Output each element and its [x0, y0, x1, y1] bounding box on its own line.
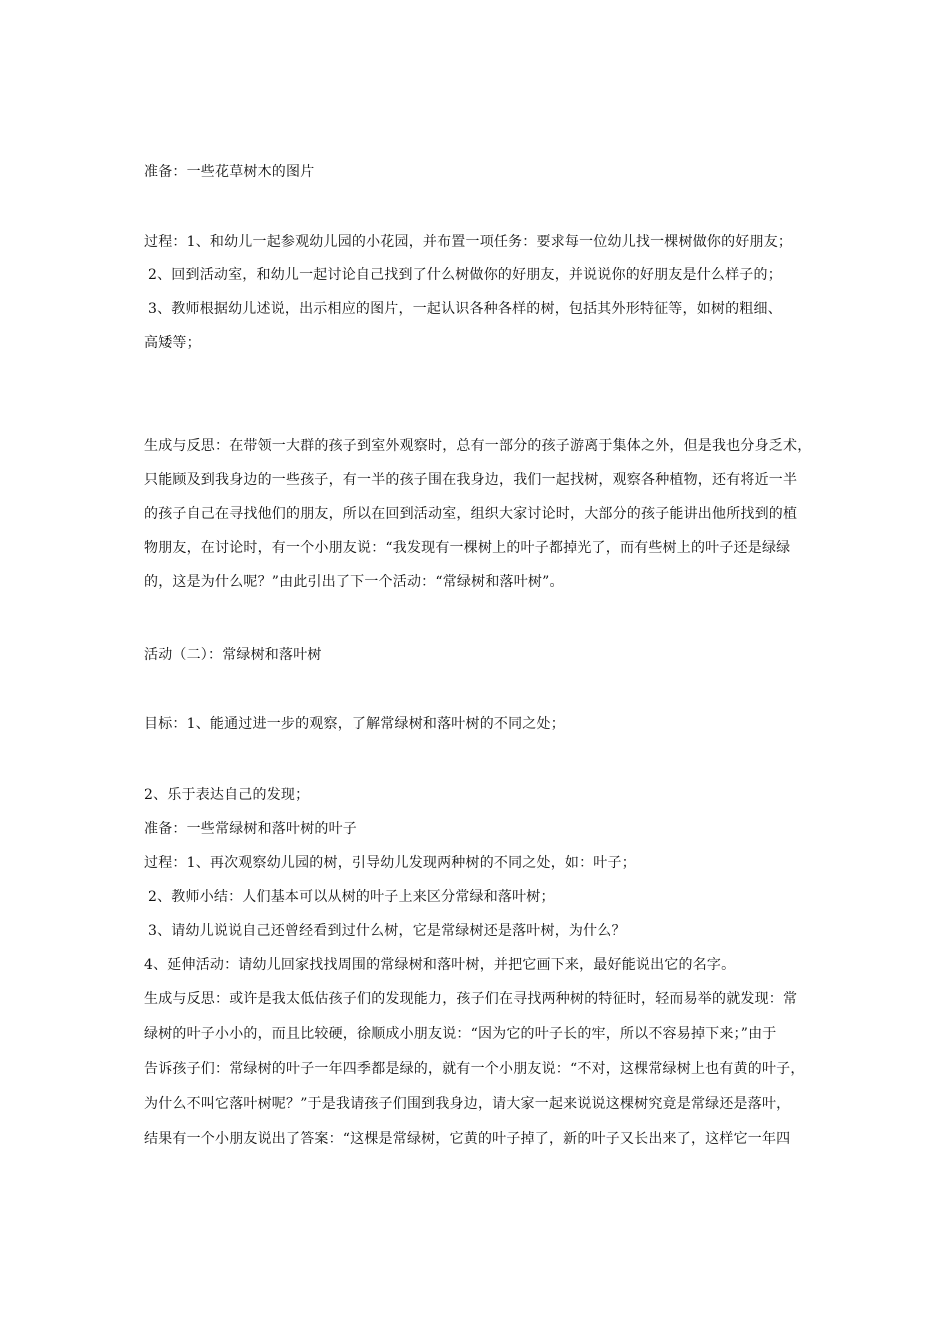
reflection-1-line-3: 的孩子自己在寻找他们的朋友，所以在回到活动室，组织大家讨论时，大部分的孩子能讲出他所找到的植 — [144, 506, 798, 522]
reflection-1-line-4: 物朋友，在讨论时，有一个小朋友说：“我发现有一棵树上的叶子都掉光了，而有些树上的叶子还是绿绿 — [144, 540, 791, 556]
prep-line-1: 准备：一些花草树木的图片 — [144, 164, 315, 180]
goal-line-1: 目标：1、能通过进一步的观察，了解常绿树和落叶树的不同之处； — [144, 716, 565, 732]
reflection-2-line-3: 告诉孩子们：常绿树的叶子一年四季都是绿的，就有一个小朋友说：“不对，这棵常绿树上也有黄的叶子， — [144, 1061, 805, 1077]
reflection-1-line-5: 的，这是为什么呢？”由此引出了下一个活动：“常绿树和落叶树”。 — [144, 574, 564, 590]
process-2-line-4: 4、延伸活动：请幼儿回家找找周围的常绿树和落叶树，并把它画下来，最好能说出它的名字。 — [144, 957, 736, 973]
reflection-1-line-1: 生成与反思：在带领一大群的孩子到室外观察时，总有一部分的孩子游离于集体之外，但是我也分身乏术， — [144, 438, 812, 454]
process-line-3: 3、教师根据幼儿述说，出示相应的图片，一起认识各种各样的树，包括其外形特征等，如树的粗细、 — [148, 301, 782, 317]
reflection-1-line-2: 只能顾及到我身边的一些孩子，有一半的孩子围在我身边，我们一起找树，观察各种植物，还有将近一半 — [144, 472, 798, 488]
process-line-1: 过程：1、和幼儿一起参观幼儿园的小花园，并布置一项任务：要求每一位幼儿找一棵树做你的好朋友； — [144, 234, 793, 250]
process-2-line-3: 3、请幼儿说说自己还曾经看到过什么树，它是常绿树还是落叶树，为什么？ — [148, 923, 626, 939]
process-line-4: 高矮等； — [144, 335, 201, 351]
goal-line-2: 2、乐于表达自己的发现； — [144, 787, 310, 803]
activity-2-heading: 活动（二）：常绿树和落叶树 — [144, 647, 322, 663]
process-2-line-2: 2、教师小结：人们基本可以从树的叶子上来区分常绿和落叶树； — [148, 889, 555, 905]
reflection-2-line-1: 生成与反思：或许是我太低估孩子们的发现能力，孩子们在寻找两种树的特征时，轻而易举的就发现：常 — [144, 991, 798, 1007]
prep-line-2: 准备：一些常绿树和落叶树的叶子 — [144, 821, 357, 837]
process-2-line-1: 过程：1、再次观察幼儿园的树，引导幼儿发现两种树的不同之处，如：叶子； — [144, 855, 636, 871]
process-line-2: 2、回到活动室，和幼儿一起讨论自己找到了什么树做你的好朋友，并说说你的好朋友是什么样子的； — [148, 267, 782, 283]
reflection-2-line-5: 结果有一个小朋友说出了答案：“这棵是常绿树，它黄的叶子掉了，新的叶子又长出来了，这样它一年四 — [144, 1131, 791, 1147]
reflection-2-line-2: 绿树的叶子小小的，而且比较硬，徐顺成小朋友说：“因为它的叶子长的牢，所以不容易掉下来；”由于 — [144, 1026, 777, 1042]
reflection-2-line-4: 为什么不叫它落叶树呢？”于是我请孩子们围到我身边，请大家一起来说说这棵树究竟是常绿还是落叶， — [144, 1096, 791, 1112]
